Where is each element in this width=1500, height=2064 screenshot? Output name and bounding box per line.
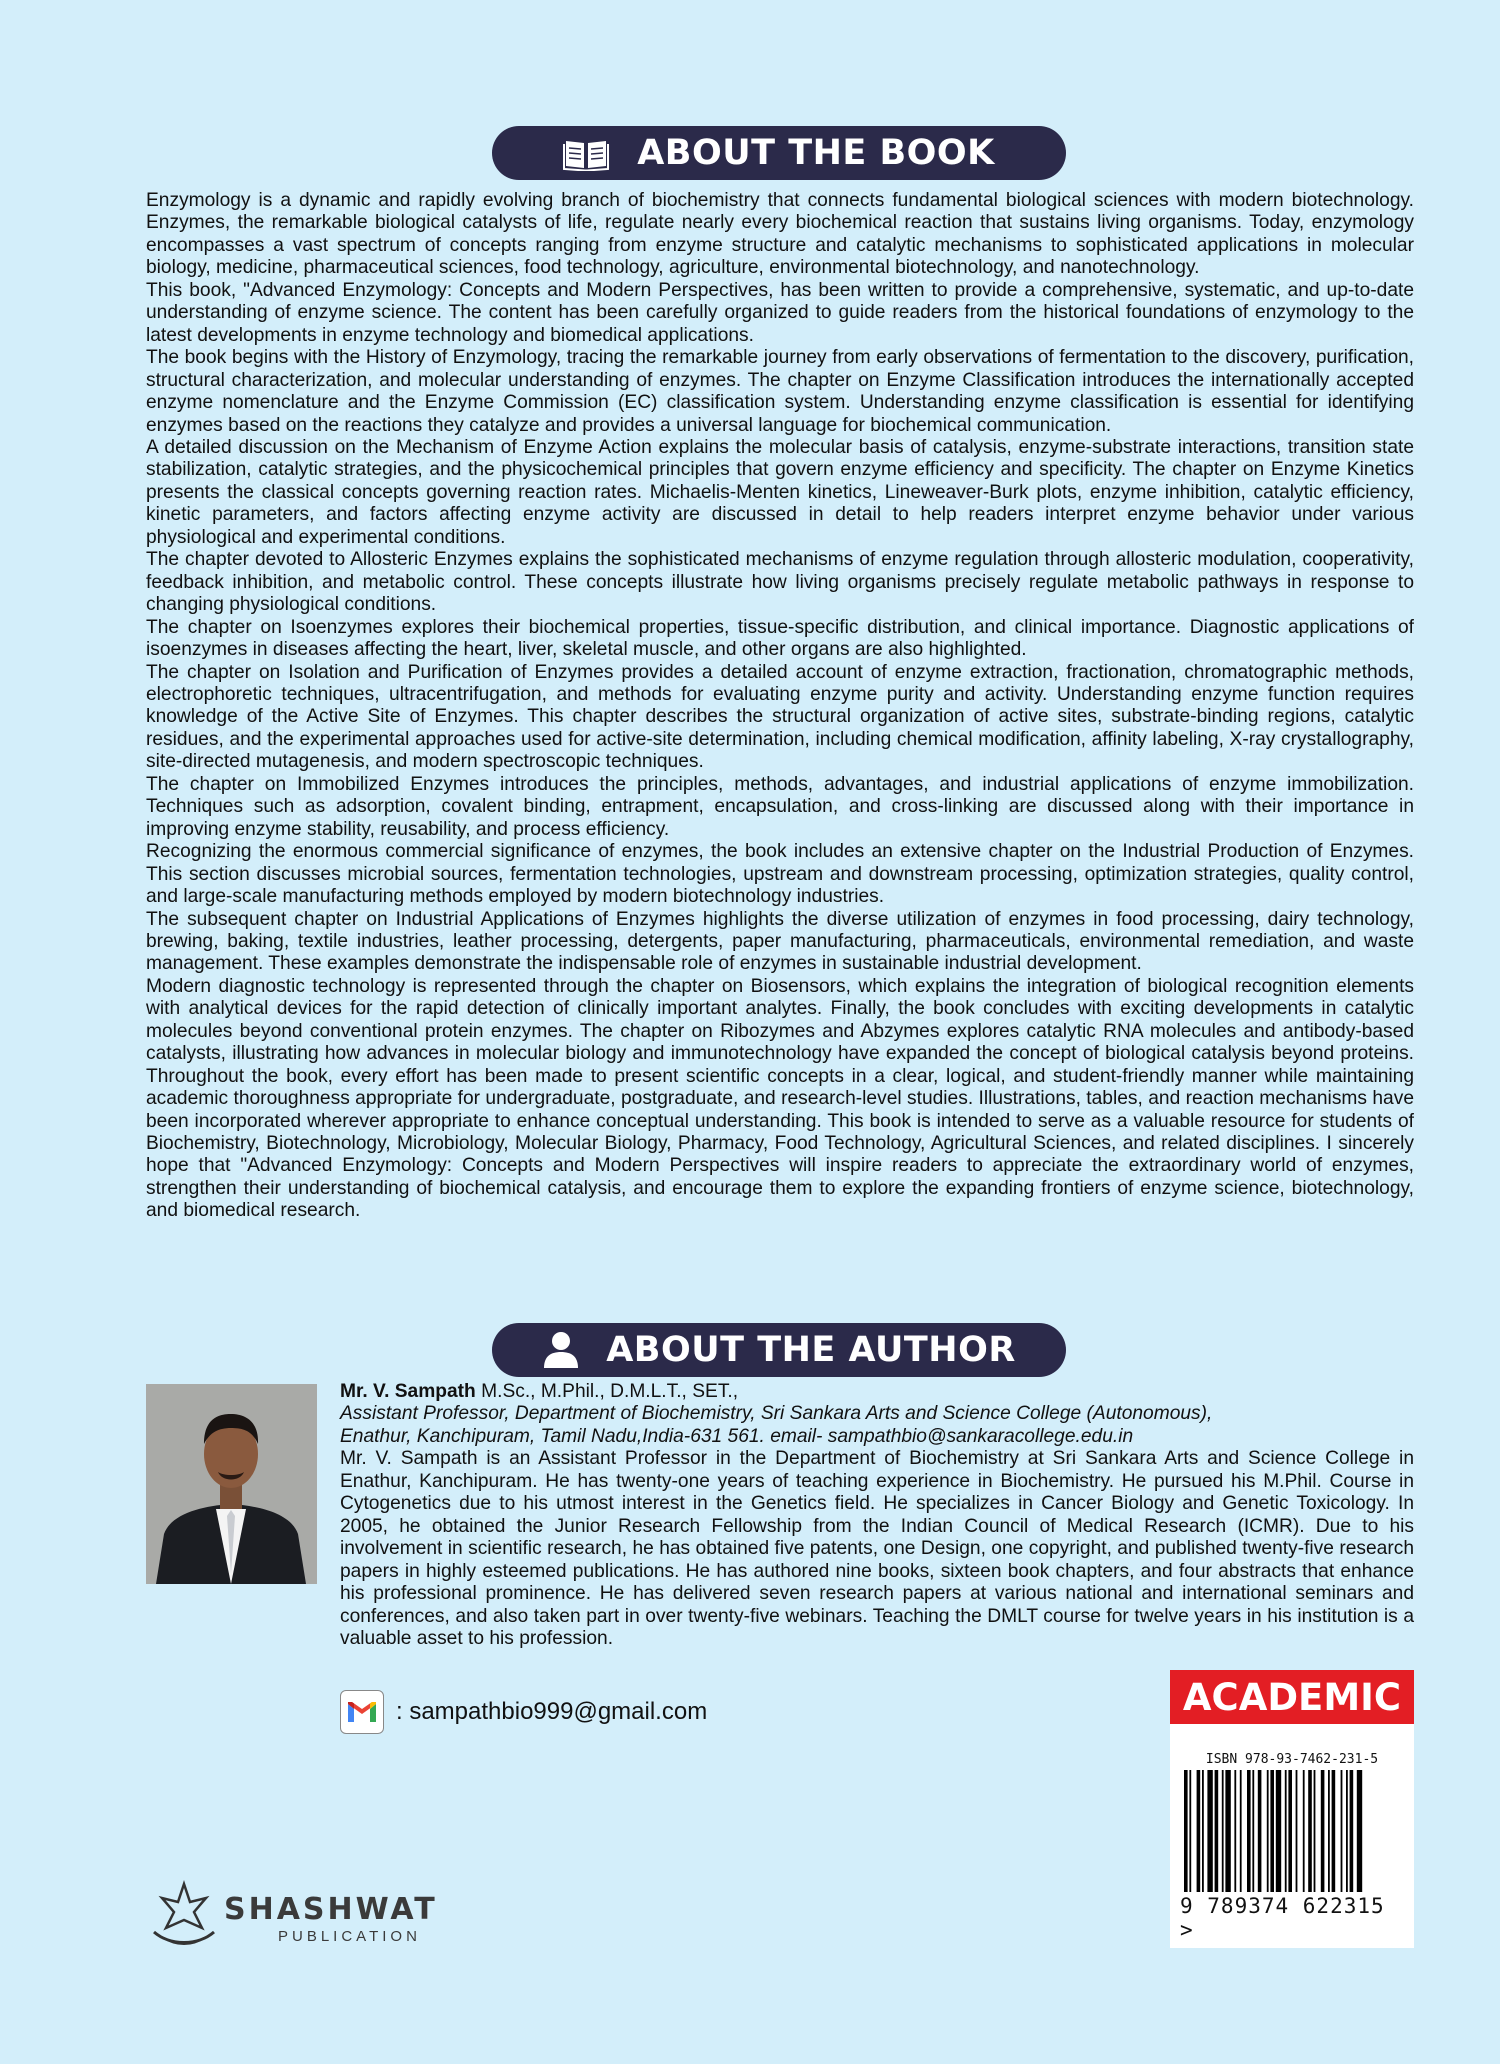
book-paragraph: A detailed discussion on the Mechanism of Enzyme Action explains the molecular basis of catalysis, enzyme-substrate interactions, transition state stabilization, catalytic strategies, and the physicochemical principles that govern enzyme efficiency and specificity. The chapter on Enzyme Kinetics presents the classical concepts governing reaction rates. Michaelis-Menten kinetics, Lineweaver-Burk plots, enzyme inhibition, catalytic efficiency, kinetic parameters, and factors affecting enzyme activity are discussed in detail to help readers interpret enzyme behavior under various physiological and experimental conditions. <box>146 436 1414 548</box>
book-paragraph: Modern diagnostic technology is represented through the chapter on Biosensors, which explains the integration of biological recognition elements with analytical devices for the rapid detection of clinically important analytes. Finally, the book concludes with exciting developments in catalytic molecules beyond conventional protein enzymes. The chapter on Ribozymes and Abzymes explores catalytic RNA molecules and antibody-based catalysts, illustrating how advances in molecular biology and immunotechnology have expanded the concept of biological catalysis beyond proteins. Throughout the book, every effort has been made to present scientific concepts in a clear, logical, and student-friendly manner while maintaining academic thoroughness appropriate for undergraduate, postgraduate, and research-level studies. Illustrations, tables, and reaction mechanisms have been incorporated wherever appropriate to enhance conceptual understanding. This book is intended to serve as a valuable resource for students of Biochemistry, Biotechnology, Microbiology, Molecular Biology, Pharmacy, Food Technology, Agricultural Sciences, and related disciplines. I sincerely hope that "Advanced Enzymology: Concepts and Modern Perspectives will inspire readers to appreciate the extraordinary world of enzymes, strengthen their understanding of biochemical catalysis, and encourage them to explore the expanding frontiers of enzyme science, biotechnology, and biomedical research. <box>146 975 1414 1222</box>
book-description <box>146 190 1414 1223</box>
author-email: : sampathbio999@gmail.com <box>396 1698 708 1725</box>
about-author-heading: ABOUT THE AUTHOR <box>606 1330 1016 1370</box>
academic-badge: ACADEMIC <box>1170 1670 1414 1724</box>
about-book-heading-banner <box>492 126 1066 180</box>
isbn-label: ISBN 978-93-7462-231-5 <box>1205 1752 1379 1767</box>
isbn-barcode <box>1170 1724 1414 1948</box>
about-book-heading: ABOUT THE BOOK <box>637 133 995 173</box>
book-paragraph: This book, "Advanced Enzymology: Concepts and Modern Perspectives, has been written to provide a comprehensive, systematic, and up-to-date understanding of enzyme science. The content has been carefully organized to guide readers from the historical foundations of enzymology to the latest developments in enzyme technology and biomedical applications. <box>146 279 1414 346</box>
book-paragraph: The subsequent chapter on Industrial Applications of Enzymes highlights the diverse utilization of enzymes in food processing, dairy technology, brewing, baking, textile industries, leather processing, detergents, paper manufacturing, pharmaceuticals, environmental remediation, and waste management. These examples demonstrate the indispensable role of enzymes in sustainable industrial development. <box>146 908 1414 975</box>
author-bio: Mr. V. Sampath is an Assistant Professor in the Department of Biochemistry at Sri Sankara Arts and Science College in Enathur, Kanchipuram. He has twenty-one years of teaching experience in Biochemistry. He pursued his M.Phil. Course in Cytogenetics due to his utmost interest in the Genetics field. He specializes in Cancer Biology and Genetic Toxicology. In 2005, he obtained the Junior Research Fellowship from the Indian Council of Medical Research (ICMR). Due to his involvement in scientific research, he has obtained five patents, one Design, one copyright, and published twenty-five research papers in highly esteemed publications. He has authored nine books, sixteen book chapters, and four abstracts that enhance his professional prominence. He has delivered seven research papers at various national and international seminars and conferences, and also taken part in over twenty-five webinars. Teaching the DMLT course for twelve years in his institution is a valuable asset to his profession. <box>340 1448 1414 1649</box>
gmail-icon <box>340 1690 384 1734</box>
author-info <box>340 1381 1414 1650</box>
person-icon <box>542 1330 582 1370</box>
book-paragraph: The chapter on Isolation and Purification of Enzymes provides a detailed account of enzyme extraction, fractionation, chromatographic methods, electrophoretic techniques, ultracentrifugation, and methods for evaluating enzyme purity and activity. Understanding enzyme function requires knowledge of the Active Site of Enzymes. This chapter describes the structural organization of active sites, substrate-binding regions, catalytic residues, and the experimental approaches used for active-site determination, including chemical modification, affinity labeling, X-ray crystallography, site-directed mutagenesis, and modern spectroscopic techniques. <box>146 661 1414 773</box>
book-paragraph: The book begins with the History of Enzymology, tracing the remarkable journey from early observations of fermentation to the discovery, purification, structural characterization, and molecular understanding of enzymes. The chapter on Enzyme Classification introduces the internationally accepted enzyme nomenclature and the Enzyme Commission (EC) classification system. Understanding enzyme classification is essential for identifying enzymes based on the reactions they catalyze and provides a universal language for biochemical communication. <box>146 347 1414 436</box>
author-affiliation-line-2: Enathur, Kanchipuram, Tamil Nadu,India-631 561. email- sampathbio@sankaracollege.edu.in <box>340 1425 1134 1447</box>
book-paragraph: The chapter on Immobilized Enzymes introduces the principles, methods, advantages, and industrial applications of enzyme immobilization. Techniques such as adsorption, covalent binding, entrapment, encapsulation, and cross-linking are discussed along with their importance in improving enzyme stability, reusability, and process efficiency. <box>146 773 1414 840</box>
book-paragraph: Enzymology is a dynamic and rapidly evolving branch of biochemistry that connects fundamental biological sciences with modern biotechnology. Enzymes, the remarkable biological catalysts of life, regulate nearly every biochemical reaction that sustains living organisms. Today, enzymology encompasses a vast spectrum of concepts ranging from enzyme structure and catalytic mechanisms to sophisticated applications in molecular biology, medicine, pharmaceutical sciences, food technology, agriculture, environmental biotechnology, and nanotechnology. <box>146 190 1414 279</box>
open-book-icon <box>563 133 611 173</box>
author-name: Mr. V. Sampath <box>340 1381 476 1402</box>
book-paragraph: The chapter devoted to Allosteric Enzymes explains the sophisticated mechanisms of enzyme regulation through allosteric modulation, cooperativity, feedback inhibition, and metabolic control. These concepts illustrate how living organisms precisely regulate metabolic pathways in response to changing physiological conditions. <box>146 549 1414 616</box>
publisher-emblem-icon <box>146 1880 222 1950</box>
author-affiliation-line-1: Assistant Professor, Department of Biochemistry, Sri Sankara Arts and Science College (Autonomous), <box>340 1403 1213 1425</box>
about-author-heading-banner <box>492 1323 1066 1377</box>
barcode-digits: 9 789374 622315 > <box>1180 1894 1385 1942</box>
author-degrees: M.Sc., M.Phil., D.M.L.T., SET., <box>475 1381 739 1402</box>
author-email-row <box>340 1690 707 1734</box>
publisher-name: SHASHWAT <box>224 1892 438 1927</box>
publisher-subtitle: PUBLICATION <box>278 1928 421 1945</box>
book-paragraph: The chapter on Isoenzymes explores their biochemical properties, tissue-specific distribution, and clinical importance. Diagnostic applications of isoenzymes in diseases affecting the heart, liver, skeletal muscle, and other organs are also highlighted. <box>146 616 1414 661</box>
publisher-logo <box>146 1880 446 1950</box>
author-photo <box>146 1384 317 1584</box>
book-paragraph: Recognizing the enormous commercial significance of enzymes, the book includes an extensive chapter on the Industrial Production of Enzymes. This section discusses microbial sources, fermentation technologies, upstream and downstream processing, optimization strategies, quality control, and large-scale manufacturing methods employed by modern biotechnology industries. <box>146 841 1414 908</box>
